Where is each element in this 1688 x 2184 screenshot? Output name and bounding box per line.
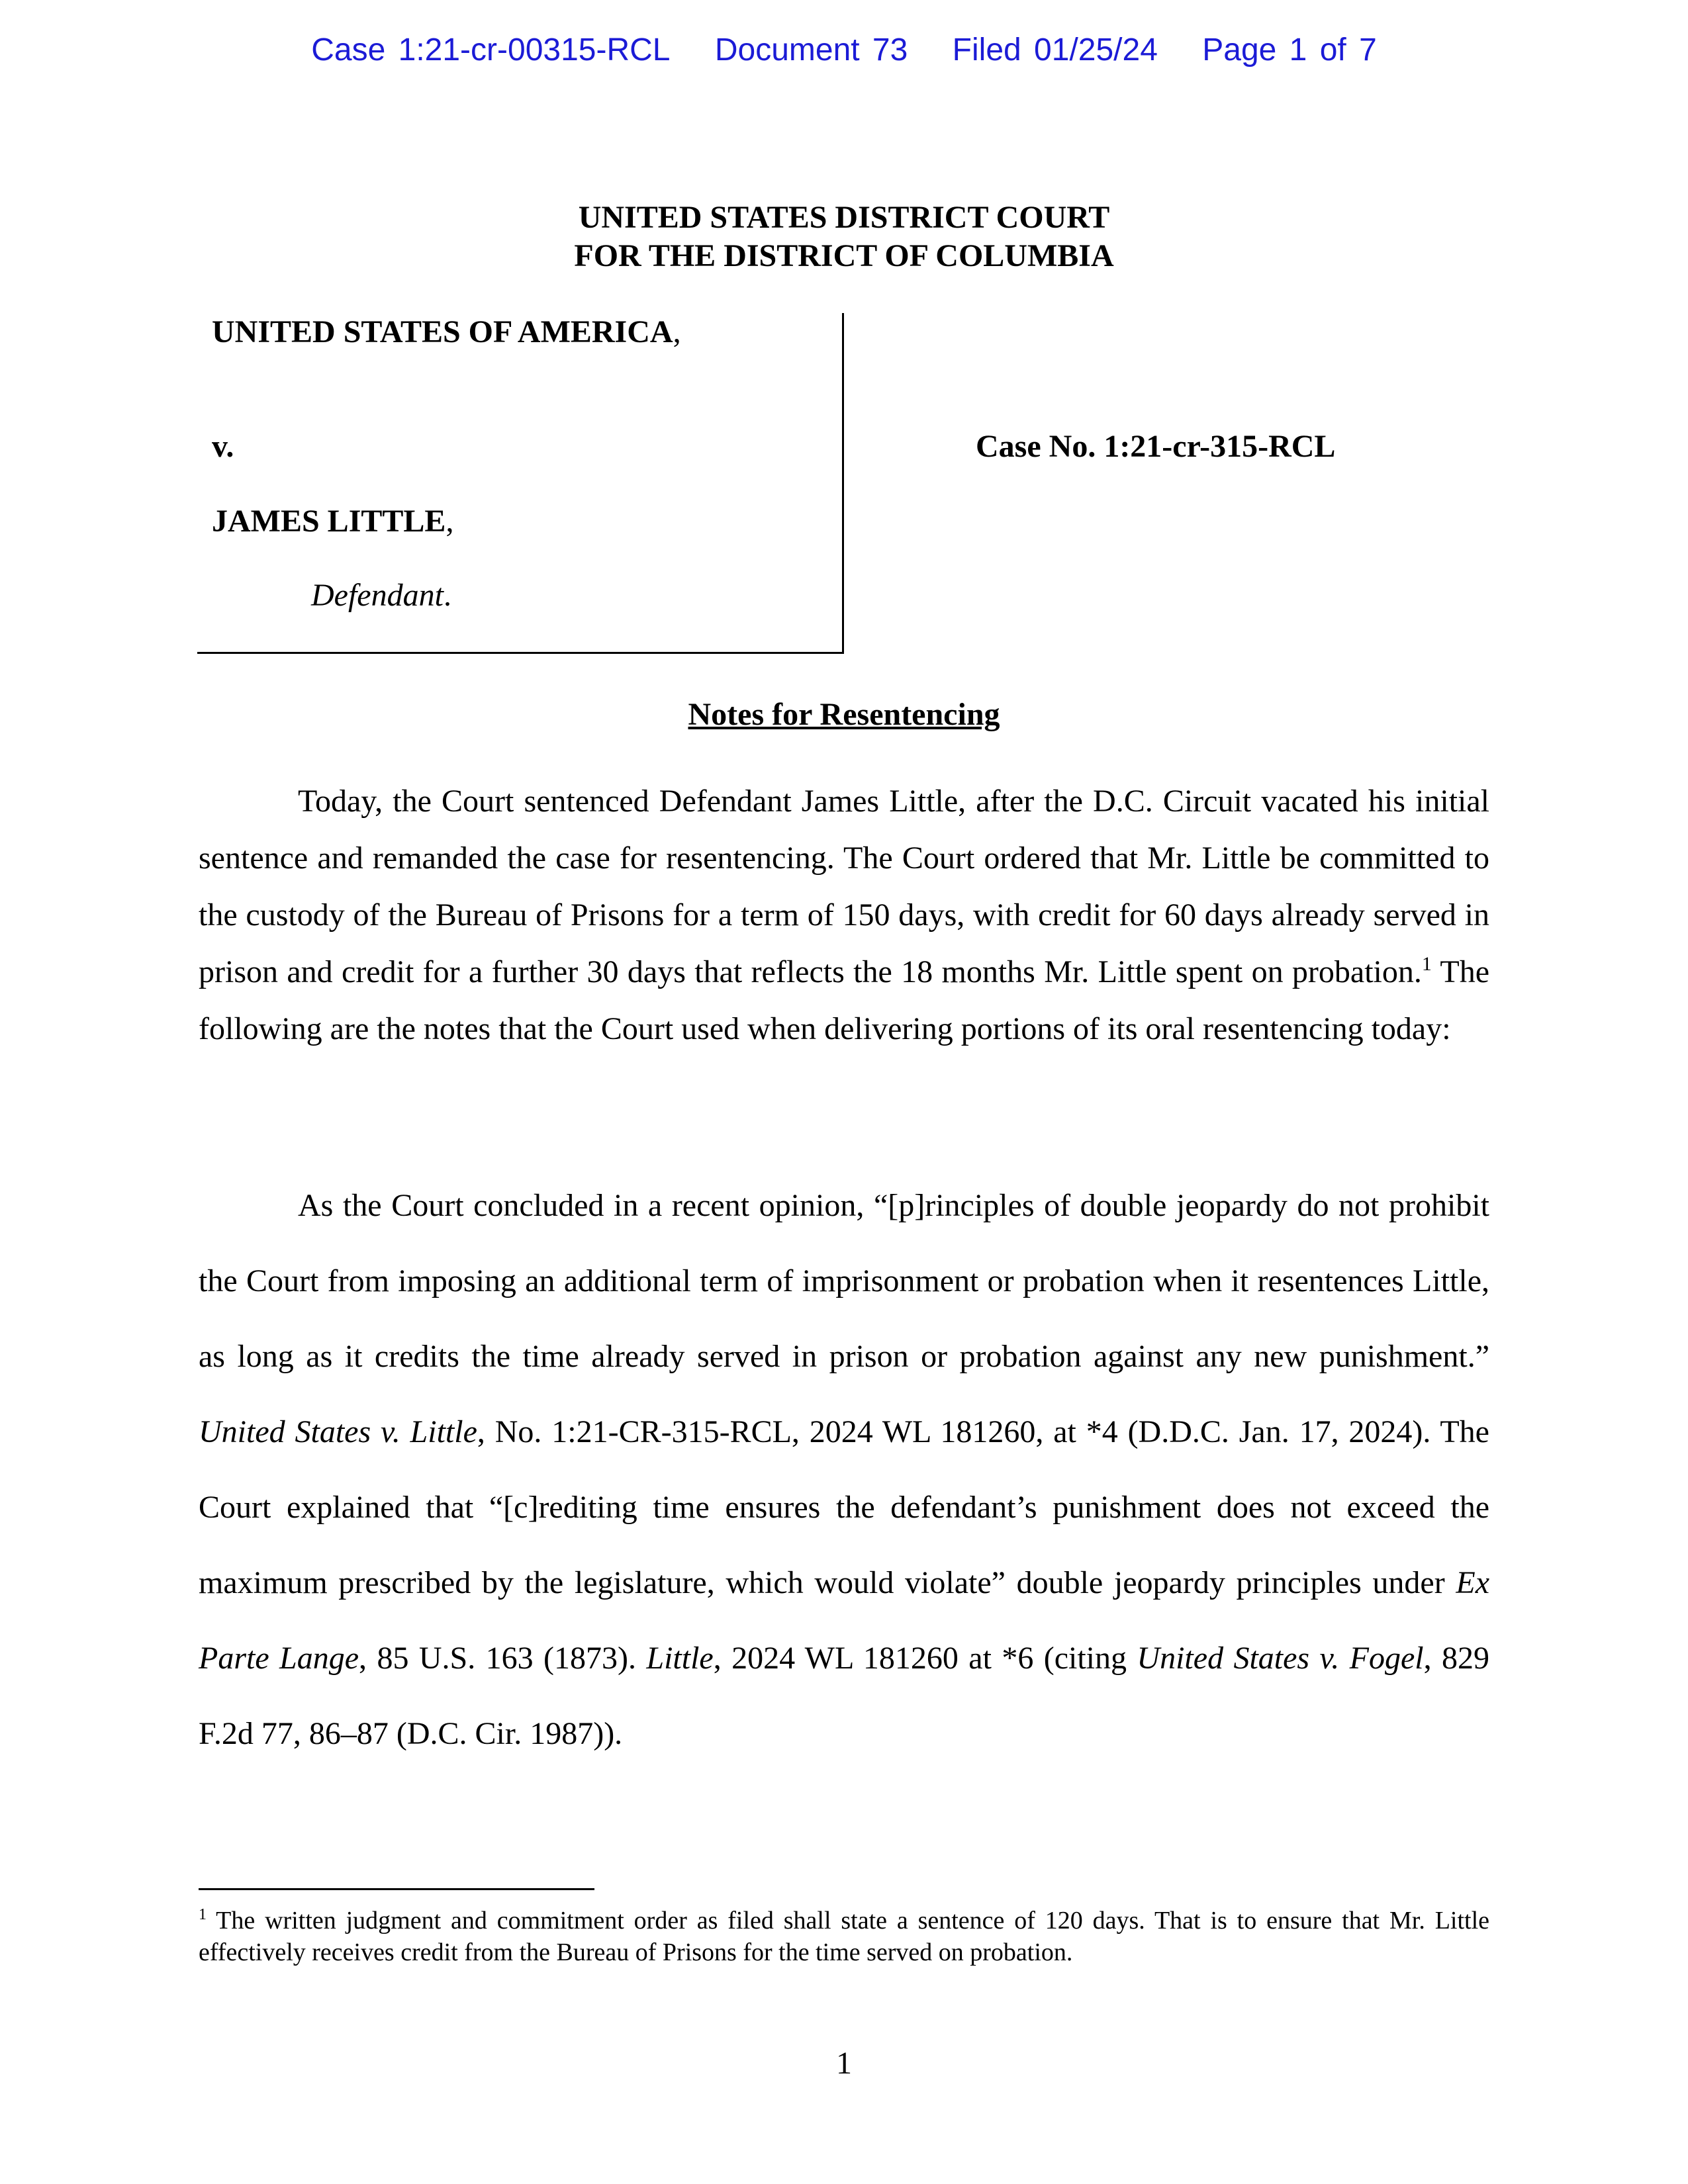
citation-ex-parte-lange: Ex Parte Lange — [199, 1565, 1489, 1676]
court-title-line2: FOR THE DISTRICT OF COLUMBIA — [574, 238, 1114, 273]
caption-plaintiff: UNITED STATES OF AMERICA, — [212, 314, 681, 349]
caption-defendant-name: JAMES LITTLE, — [212, 504, 454, 539]
document-title: Notes for Resentencing — [688, 697, 1000, 732]
footnote-separator — [199, 1888, 594, 1890]
footnote-1: $^1$ The written judgment and commitment order as filed shall state a sentence of 120 days. That is to ensure that Mr. Little effectively receives credit from the Bureau of Prisons for the time served on probation. — [199, 1906, 1489, 1966]
paragraph-double-jeopardy: As the Court concluded in a recent opinion, “[p]rinciples of double jeopardy do not prohibit the Court from imposing an additional term of imprisonment or probation when it resentences Little, as long as it credits the time already served in prison or probation against any new punishment.” United States v. Little, No. 1:21-CR-315-RCL, 2024 WL 181260, at *4 (D.D.C. Jan. 17, 2024). The Court explained that “[c]rediting time ensures the defendant’s punishment does not exceed the maximum prescribed by the legislature, which would violate” double jeopardy principles under Ex Parte Lange, 85 U.S. 163 (1873). Little, 2024 WL 181260 at *6 (citing United States v. Fogel, 829 F.2d 77, 86–87 (D.C. Cir. 1987)). — [199, 1188, 1490, 1751]
caption-horizontal-rule — [197, 652, 844, 654]
header-case-number: Case 1:21-cr-00315-RCL — [311, 32, 671, 68]
header-filed-date: Filed 01/25/24 — [952, 32, 1158, 68]
ecf-header-stamp — [0, 32, 1688, 68]
caption-defendant-role: Defendant. — [311, 578, 451, 613]
court-title — [0, 199, 1688, 275]
caption-versus: v. — [212, 429, 234, 464]
court-title-line1: UNITED STATES DISTRICT COURT — [578, 200, 1110, 235]
footnote-reference[interactable]: 1 — [1421, 953, 1432, 975]
citation-little: United States v. Little — [199, 1414, 477, 1449]
header-document-number: Document 73 — [714, 32, 908, 68]
citation-fogel: United States v. Fogel — [1137, 1641, 1424, 1676]
caption-vertical-rule — [842, 313, 844, 654]
case-number: Case No. 1:21-cr-315-RCL — [976, 429, 1336, 464]
paragraph-resentencing-summary: Today, the Court sentenced Defendant James Little, after the D.C. Circuit vacated his initial sentence and remanded the case for resentencing. The Court ordered that Mr. Little be committed to the custody of the Bureau of Prisons for a term of 150 days, with credit for 60 days already served in prison and credit for a further 30 days that reflects the 18 months Mr. Little spent on probation.$^1$ The following are the notes that the Court used when delivering portions of its oral resentencing today: — [199, 784, 1490, 1046]
citation-little-short: Little — [646, 1641, 714, 1676]
header-page-count: Page 1 of 7 — [1202, 32, 1377, 68]
page-number: 1 — [836, 2046, 852, 2081]
